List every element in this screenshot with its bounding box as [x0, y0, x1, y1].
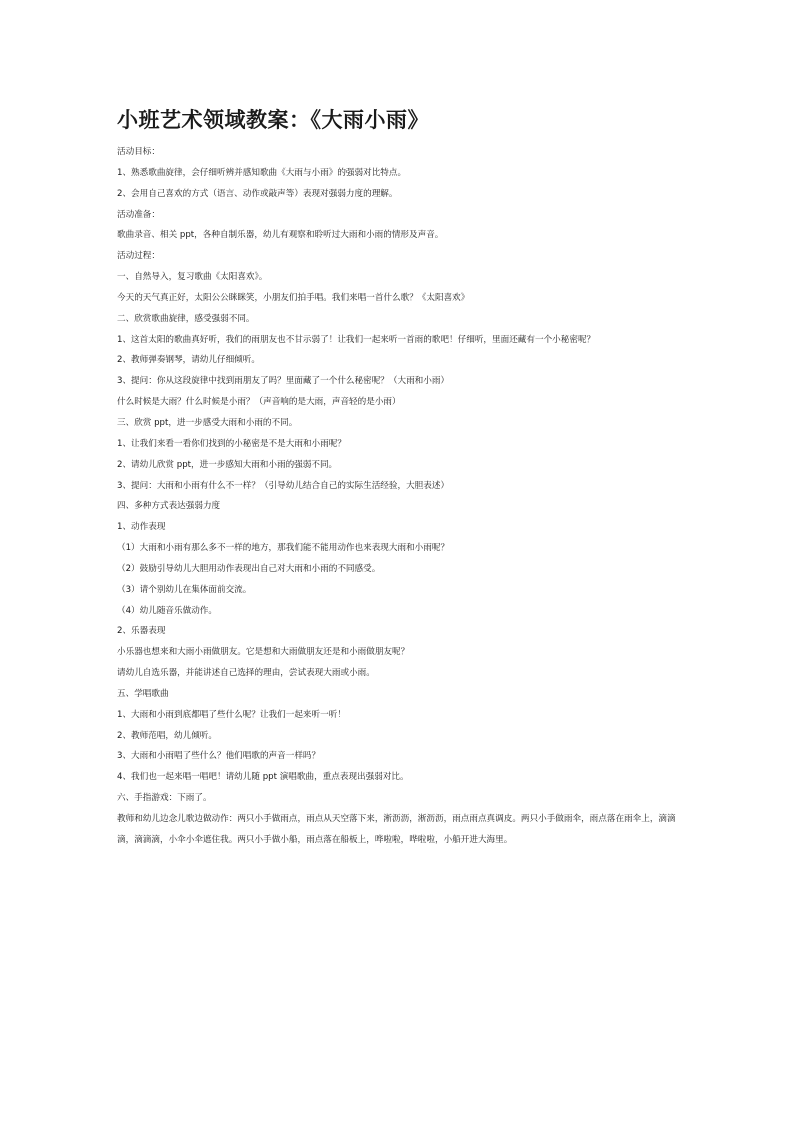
body-line: 活动过程： [117, 251, 160, 262]
body-line: 3、大雨和小雨唱了些什么？他们唱歌的声音一样吗？ [117, 751, 321, 762]
body-line: 活动目标： [117, 147, 160, 157]
body-line: 1、熟悉歌曲旋律，会仔细听辨并感知歌曲《大雨与小雨》的强弱对比特点。 [117, 167, 407, 178]
body-line: 六、手指游戏：下雨了。 [117, 793, 212, 804]
body-line: 4、我们也一起来唱一唱吧！请幼儿随 ppt 演唱歌曲，重点表现出强弱对比。 [117, 772, 409, 783]
body-line: 小乐器也想来和大雨小雨做朋友。它是想和大雨做朋友还是和小雨做朋友呢？ [117, 647, 410, 658]
body-line: 歌曲录音、相关 ppt，各种自制乐器，幼儿有观察和聆听过大雨和小雨的情形及声音。 [117, 230, 444, 241]
body-line: 1、让我们来看一看你们找到的小秘密是不是大雨和小雨呢？ [117, 438, 346, 449]
body-line: 2、教师范唱，幼儿倾听。 [117, 730, 217, 741]
body-line: 2、会用自己喜欢的方式（语言、动作或敲声等）表现对强弱力度的理解。 [117, 188, 398, 199]
body-line: 3、提问：大雨和小雨有什么不一样？（引导幼儿结合自己的实际生活经验，大胆表述） [117, 480, 450, 491]
body-line: （2）鼓励引导幼儿大胆用动作表现出自己对大雨和小雨的不同感受。 [117, 563, 381, 574]
body-line: 一、自然导入，复习歌曲《太阳喜欢》。 [117, 272, 268, 283]
body-line: 2、请幼儿欣赏 ppt，进一步感知大雨和小雨的强弱不同。 [117, 459, 338, 470]
body-line: 1、大雨和小雨到底都唱了些什么呢？让我们一起来听一听！ [117, 709, 346, 720]
body-line: 今天的天气真正好，太阳公公眯眯笑，小朋友们拍手唱。我们来唱一首什么歌？《太阳喜欢》 [117, 292, 470, 303]
body-line: 请幼儿自选乐器，并能讲述自己选择的理由，尝试表现大雨或小雨。 [117, 668, 375, 679]
body-line: 什么时候是大雨？什么时候是小雨？（声音响的是大雨，声音轻的是小雨） [117, 397, 401, 408]
body-line: 二、欣赏歌曲旋律，感受强弱不同。 [117, 313, 255, 324]
body-line: 五、学唱歌曲 [117, 688, 169, 699]
body-line: 3、提问：你从这段旋律中找到雨朋友了吗？里面藏了一个什么秘密呢？（大雨和小雨） [117, 376, 450, 387]
body-line: 2、教师弹奏钢琴，请幼儿仔细倾听。 [117, 355, 260, 366]
body-line: 三、欣赏 ppt，进一步感受大雨和小雨的不同。 [117, 417, 298, 428]
document-title: 小班艺术领域教案：《大雨小雨》 [117, 107, 429, 132]
document-body [117, 142, 687, 851]
final-paragraph: 教师和幼儿边念儿歌边做动作：两只小手做雨点，雨点从天空落下来，淅沥沥，淅沥沥，雨点雨点真调皮。两只小手做雨伞，雨点落在雨伞上，滴滴滴，滴滴滴，小伞小伞遮住我。两只小手做小船，雨点落在船板上，哗啦啦，哗啦啦，小船开进大海里。 [117, 814, 676, 845]
body-line: 活动准备： [117, 209, 160, 220]
body-line: 1、这首太阳的歌曲真好听，我们的雨朋友也不甘示弱了！让我们一起来听一首雨的歌吧！仔细听，里面还藏有一个小秘密呢？ [117, 334, 596, 345]
body-line: 1、动作表现 [117, 522, 166, 533]
body-line: （1）大雨和小雨有那么多不一样的地方，那我们能不能用动作也来表现大雨和小雨呢？ [117, 543, 450, 554]
body-line: （3）请个别幼儿在集体面前交流。 [117, 584, 252, 595]
body-line: 四、多种方式表达强弱力度 [117, 501, 221, 512]
body-line: 2、乐器表现 [117, 626, 166, 637]
body-line: （4）幼儿随音乐做动作。 [117, 605, 217, 616]
